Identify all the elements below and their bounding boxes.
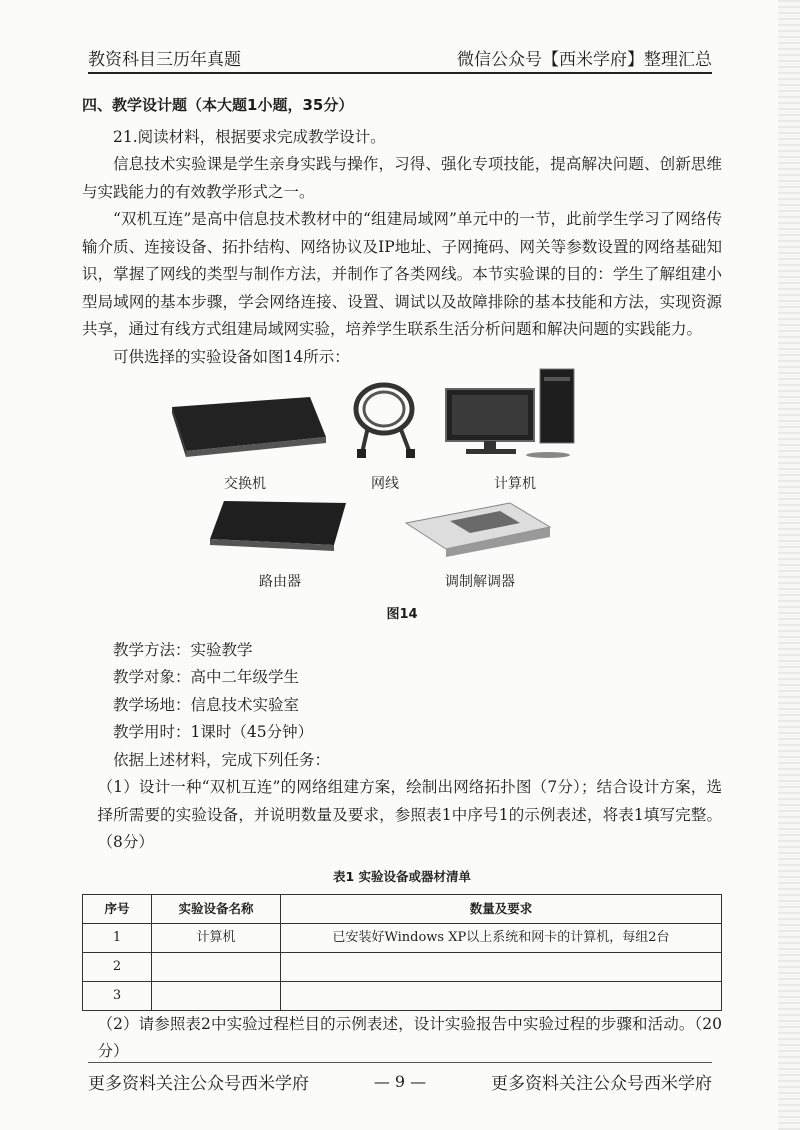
computer-icon <box>440 367 590 459</box>
teaching-target: 教学对象：高中二年级学生 <box>113 668 300 686</box>
task-2: （2）请参照表2中实验过程栏目的示例表述，设计实验报告中实验过程的步骤和活动。（20分） <box>97 1014 722 1060</box>
router-icon <box>200 495 360 557</box>
teaching-time: 教学用时：1课时（45分钟） <box>113 723 314 741</box>
equipment-table <box>82 894 722 1011</box>
device-label: 计算机 <box>494 475 536 492</box>
footer-right: 更多资料关注公众号西米学府 <box>490 1074 712 1094</box>
device-cable <box>340 379 430 498</box>
teaching-info <box>82 637 722 775</box>
paragraph-2: “双机互连”是高中信息技术教材中的“组建局域网”单元中的一节，此前学生学习了网络传输介质、连接设备、拓扑结构、网络协议及IP地址、子网掩码、网关等参数设置的网络基础知识，掌握了网线的类型与制作方法，并制作了各类网线。本节实验课的目的：学生了解组建小型局域网的基本步骤，学会网络连接、设置、调试以及故障排除的基本技能和方法，实现资源共享，通过有线方式组建局域网实验，培养学生联系生活分析问题和解决问题的实践能力。 <box>82 210 722 338</box>
table-cell <box>152 952 281 981</box>
table-cell: 2 <box>83 952 152 981</box>
figure-caption: 图14 <box>386 607 418 622</box>
header-right: 微信公众号【西米学府】整理汇总 <box>457 50 712 70</box>
device-label: 调制解调器 <box>445 573 515 590</box>
device-label: 交换机 <box>224 475 266 492</box>
col-header: 序号 <box>83 895 152 924</box>
col-header: 数量及要求 <box>281 895 722 924</box>
device-label: 路由器 <box>259 573 301 590</box>
page-footer <box>88 1062 712 1094</box>
task-intro: 依据上述材料，完成下列任务： <box>113 750 331 769</box>
table-cell <box>152 981 281 1010</box>
col-header: 实验设备名称 <box>152 895 281 924</box>
scan-edge <box>778 0 800 1130</box>
cable-icon <box>340 379 430 459</box>
device-label: 网线 <box>371 475 399 492</box>
device-computer <box>440 367 590 498</box>
question-intro: 21.阅读材料，根据要求完成教学设计。 <box>113 127 386 146</box>
table-cell: 1 <box>83 923 152 952</box>
table-cell: 3 <box>83 981 152 1010</box>
table-row <box>83 952 722 981</box>
paragraph-3: 可供选择的实验设备如图14所示： <box>113 347 350 366</box>
teaching-method: 教学方法：实验教学 <box>113 640 253 659</box>
header-left: 教资科目三历年真题 <box>88 50 241 70</box>
task-1: （1）设计一种“双机互连”的网络组建方案，绘制出网络拓扑图（7分）；结合设计方案，选择所需要的实验设备，并说明数量及要求，参照表1中序号1的示例表述，将表1填写完整。（8分） <box>97 778 722 851</box>
paragraph-1: 信息技术实验课是学生亲身实践与操作，习得、强化专项技能，提高解决问题、创新思维与实践能力的有效教学形式之一。 <box>82 155 722 201</box>
modem-icon <box>400 493 560 557</box>
teaching-place: 教学场地：信息技术实验室 <box>113 695 300 714</box>
table-caption: 表1 实验设备或器材清单 <box>332 868 472 884</box>
device-modem <box>400 493 560 596</box>
device-router <box>200 495 360 596</box>
table-cell: 计算机 <box>152 923 281 952</box>
page-number: — 9 — <box>373 1072 427 1091</box>
device-switch <box>160 389 330 498</box>
footer-left: 更多资料关注公众号西米学府 <box>88 1074 309 1094</box>
table-cell: 已安装好Windows XP以上系统和网卡的计算机，每组2台 <box>281 923 722 952</box>
table-header-row <box>83 895 722 924</box>
table-row <box>83 981 722 1010</box>
page-header <box>88 42 712 74</box>
section-title: 四、教学设计题（本大题1小题，35分） <box>82 96 354 114</box>
table-cell <box>281 981 722 1010</box>
document-body <box>82 92 722 1066</box>
table-cell <box>281 952 722 981</box>
table-row <box>83 923 722 952</box>
figure-14 <box>82 379 722 599</box>
switch-icon <box>160 389 330 459</box>
